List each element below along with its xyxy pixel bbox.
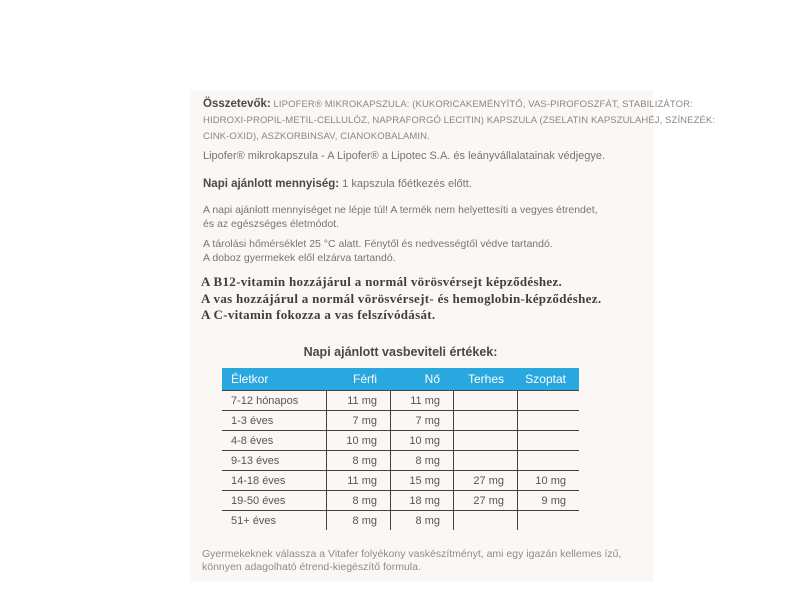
table-row <box>222 490 579 510</box>
ingredients-label: Összetevők: <box>203 98 271 110</box>
value-cell: 7 mg <box>326 410 390 430</box>
table-row <box>222 510 579 530</box>
table-row <box>222 470 579 490</box>
warning-paragraph <box>203 204 598 231</box>
value-cell <box>453 510 517 530</box>
claim-iron: A vas hozzájárul a normál vörösvérsejt- és hemoglobin-képződéshez. <box>201 290 602 306</box>
value-cell <box>517 510 579 530</box>
storage-paragraph <box>203 238 553 265</box>
note-line-2: könnyen adagolható étrend-kiegészítő formula. <box>202 561 421 573</box>
age-cell: 9-13 éves <box>222 450 326 470</box>
value-cell: 10 mg <box>517 470 579 490</box>
value-cell: 11 mg <box>326 390 390 410</box>
value-cell <box>517 410 579 430</box>
table-header-row <box>222 368 579 390</box>
label-panel <box>190 90 716 582</box>
value-cell: 8 mg <box>390 510 453 530</box>
table-row <box>222 430 579 450</box>
value-cell: 10 mg <box>326 430 390 450</box>
col-header-lactating: Szoptat <box>517 368 579 390</box>
storage-line-2: A doboz gyermekek elől elzárva tartandó. <box>203 251 396 264</box>
col-header-pregnant: Terhes <box>453 368 517 390</box>
claim-c-vitamin: A C-vitamin fokozza a vas felszívódását. <box>201 307 436 322</box>
table-row <box>222 450 579 470</box>
value-cell <box>453 410 517 430</box>
value-cell: 11 mg <box>390 390 453 410</box>
value-cell: 15 mg <box>390 470 453 490</box>
table-row <box>222 390 579 410</box>
value-cell <box>517 390 579 410</box>
value-cell: 27 mg <box>453 490 517 510</box>
age-cell: 19-50 éves <box>222 490 326 510</box>
vitafer-note <box>202 548 621 574</box>
col-header-age: Életkor <box>222 368 326 390</box>
ingredients-paragraph <box>203 96 715 145</box>
col-header-female: Nő <box>390 368 453 390</box>
warning-line-1: A napi ajánlott mennyiséget ne lépje túl! A termék nem helyettesíti a vegyes étrendet, <box>203 204 598 216</box>
value-cell: 11 mg <box>326 470 390 490</box>
value-cell: 8 mg <box>326 490 390 510</box>
col-header-male: Férfi <box>326 368 390 390</box>
iron-table-title: Napi ajánlott vasbeviteli értékek: <box>303 345 498 359</box>
age-cell: 51+ éves <box>222 510 326 530</box>
table-row <box>222 410 579 430</box>
trademark-note: Lipofer® mikrokapszula - A Lipofer® a Lipotec S.A. és leányvállalatainak védjegye. <box>203 150 606 162</box>
dosage-line <box>203 178 472 190</box>
value-cell <box>453 430 517 450</box>
ingredients-line-1: LIPOFER® MIKROKAPSZULA: (KUKORICAKEMÉNYÍTŐ, VAS-PIROFOSZFÁT, STABILIZÁTOR: <box>273 99 693 110</box>
ingredients-line-2: HIDROXI-PROPIL-METIL-CELLULÓZ, NAPRAFORGÓ LECITIN) KAPSZULA (ZSELATIN KAPSZULAHÉJ, SZÍNEZÉK: <box>203 115 716 126</box>
storage-line-1: A tárolási hőmérséklet 25 °C alatt. Fénytől és nedvességtől védve tartandó. <box>203 238 553 250</box>
value-cell <box>517 450 579 470</box>
value-cell: 8 mg <box>390 450 453 470</box>
iron-intake-table <box>222 368 579 530</box>
value-cell <box>453 390 517 410</box>
health-claims <box>201 274 601 324</box>
value-cell: 9 mg <box>517 490 579 510</box>
value-cell: 8 mg <box>326 450 390 470</box>
dosage-label: Napi ajánlott mennyiség: <box>203 178 340 190</box>
value-cell <box>453 450 517 470</box>
warning-line-2: és az egészséges életmódot. <box>203 217 339 230</box>
value-cell: 10 mg <box>390 430 453 450</box>
ingredients-line-3: CINK-OXID), ASZKORBINSAV, CIANOKOBALAMIN. <box>203 131 430 142</box>
age-cell: 14-18 éves <box>222 470 326 490</box>
value-cell <box>517 430 579 450</box>
claim-b12: A B12-vitamin hozzájárul a normál vörösvérsejt képződéshez. <box>201 274 563 289</box>
value-cell: 8 mg <box>326 510 390 530</box>
age-cell: 7-12 hónapos <box>222 390 326 410</box>
value-cell: 18 mg <box>390 490 453 510</box>
age-cell: 4-8 éves <box>222 430 326 450</box>
value-cell: 7 mg <box>390 410 453 430</box>
value-cell: 27 mg <box>453 470 517 490</box>
note-line-1: Gyermekeknek válassza a Vitafer folyékony vaskészítményt, ami egy igazán kellemes ízű, <box>202 548 622 560</box>
age-cell: 1-3 éves <box>222 410 326 430</box>
dosage-value: 1 kapszula főétkezés előtt. <box>342 178 472 190</box>
